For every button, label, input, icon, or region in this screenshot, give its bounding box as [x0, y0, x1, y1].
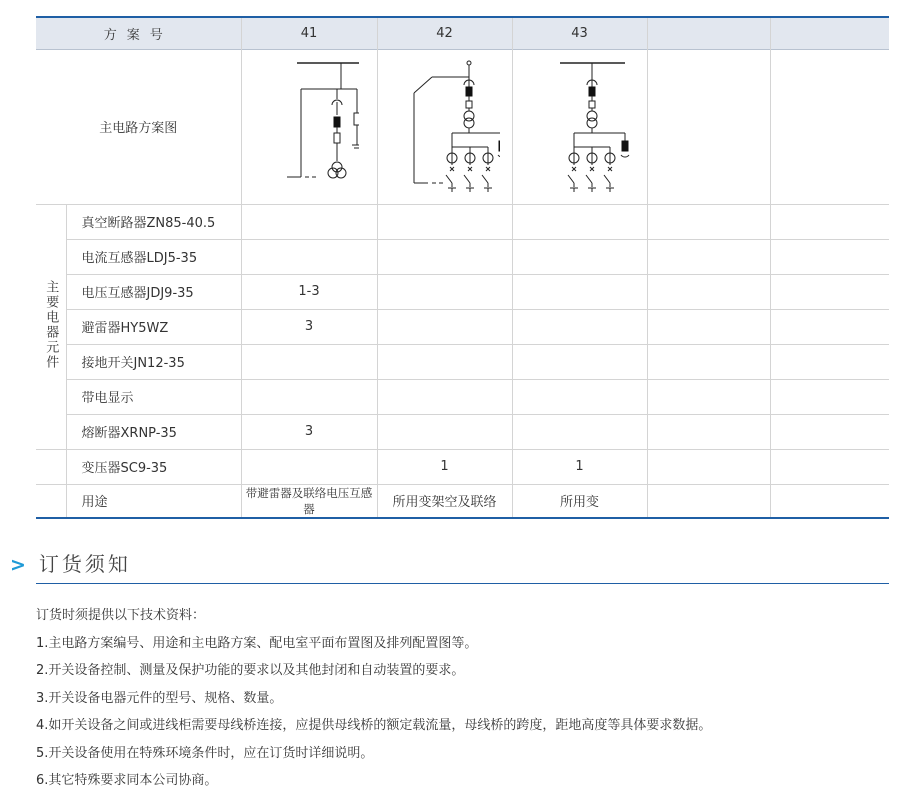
transformer-value [241, 449, 377, 484]
section-title: 订货须知 [38, 552, 131, 576]
notes-item: 5.开关设备使用在特殊环境条件时，应在订货时详细说明。 [36, 745, 374, 761]
circuit-diagram-41 [259, 57, 359, 197]
component-value [647, 239, 770, 274]
diagram-cell-41 [241, 49, 377, 204]
component-value [512, 344, 647, 379]
table-row [36, 484, 889, 518]
component-value: 3 [241, 414, 377, 449]
component-value [241, 344, 377, 379]
component-value [377, 204, 512, 239]
diagram-row-label: 主电路方案图 [99, 121, 178, 136]
notes-item: 1.主电路方案编号、用途和主电路方案、配电室平面布置图及排列配置图等。 [36, 635, 478, 651]
scheme-number-41: 41 [241, 17, 377, 49]
component-value [377, 379, 512, 414]
component-value [770, 204, 889, 239]
component-name: 电流互感器LDJ5-35 [81, 251, 198, 266]
diagram-cell-42 [377, 49, 512, 204]
table-row [36, 379, 889, 414]
chevron-right-icon: > [10, 554, 29, 576]
notes-item: 2.开关设备控制、测量及保护功能的要求以及其他封闭和自动装置的要求。 [36, 663, 465, 678]
table-row [36, 239, 889, 274]
component-value [377, 239, 512, 274]
component-value [647, 204, 770, 239]
transformer-name: 变压器SC9-35 [66, 449, 241, 484]
component-value [647, 274, 770, 309]
usage-value [647, 484, 770, 518]
component-value [377, 274, 512, 309]
component-value [512, 414, 647, 449]
table-row [36, 309, 889, 344]
section-divider [36, 583, 889, 584]
table-row [36, 274, 889, 309]
component-value [770, 379, 889, 414]
transformer-value: 1 [377, 449, 512, 484]
component-value [770, 344, 889, 379]
component-value [647, 414, 770, 449]
ordering-notes [36, 602, 711, 795]
transformer-value [770, 449, 889, 484]
component-value [770, 239, 889, 274]
diagram-cell-empty [770, 49, 889, 204]
usage-value: 所用变 [512, 484, 647, 518]
component-value [647, 344, 770, 379]
component-value [512, 309, 647, 344]
component-value [647, 309, 770, 344]
diagram-row [36, 49, 889, 204]
component-value [512, 379, 647, 414]
table-row [36, 344, 889, 379]
section-heading [10, 548, 131, 577]
component-value [512, 274, 647, 309]
component-name: 真空断路器ZN85-40.5 [66, 204, 241, 239]
component-value [647, 379, 770, 414]
component-name: 带电显示 [81, 391, 134, 406]
table-row [36, 414, 889, 449]
notes-intro: 订货时须提供以下技术资料： [36, 608, 206, 623]
scheme-spec-table [36, 16, 889, 519]
component-value [377, 309, 512, 344]
component-value [241, 379, 377, 414]
usage-value [770, 484, 889, 518]
component-name: 熔断器XRNP-35 [81, 426, 177, 441]
usage-value: 所用变架空及联络 [377, 484, 512, 518]
scheme-number-empty [647, 17, 770, 49]
circuit-diagram-42 [390, 57, 500, 197]
component-value [770, 414, 889, 449]
diagram-cell-empty [647, 49, 770, 204]
usage-label: 用途 [66, 484, 241, 518]
component-value [512, 204, 647, 239]
diagram-cell-43 [512, 49, 647, 204]
transformer-value: 1 [512, 449, 647, 484]
component-name: 接地开关JN12-35 [81, 356, 185, 371]
notes-item: 6.其它特殊要求同本公司协商。 [36, 773, 218, 788]
transformer-value [647, 449, 770, 484]
table-header-row [36, 17, 889, 49]
scheme-number-42: 42 [377, 17, 512, 49]
component-group-label: 主要电器元件 [43, 279, 59, 370]
table-row [36, 204, 889, 239]
component-name: 避雷器HY5WZ [81, 321, 169, 336]
component-value [770, 309, 889, 344]
component-value [512, 239, 647, 274]
scheme-number-43: 43 [512, 17, 647, 49]
component-value: 3 [241, 309, 377, 344]
usage-value: 带避雷器及联络电压互感器 [241, 484, 377, 518]
component-value [241, 239, 377, 274]
notes-item: 4.如开关设备之间或进线柜需要母线桥连接，应提供母线桥的额定载流量，母线桥的跨度，距地高度等具体要求数据。 [36, 718, 712, 733]
scheme-number-header: 方案号 [103, 27, 173, 43]
component-name: 电压互感器JDJ9-35 [81, 286, 194, 301]
component-value [241, 204, 377, 239]
circuit-diagram-43 [530, 57, 630, 197]
component-value: 1-3 [241, 274, 377, 309]
scheme-number-empty [770, 17, 889, 49]
component-value [377, 414, 512, 449]
component-value [770, 274, 889, 309]
notes-item: 3.开关设备电器元件的型号、规格、数量。 [36, 690, 283, 706]
component-value [377, 344, 512, 379]
table-row [36, 449, 889, 484]
